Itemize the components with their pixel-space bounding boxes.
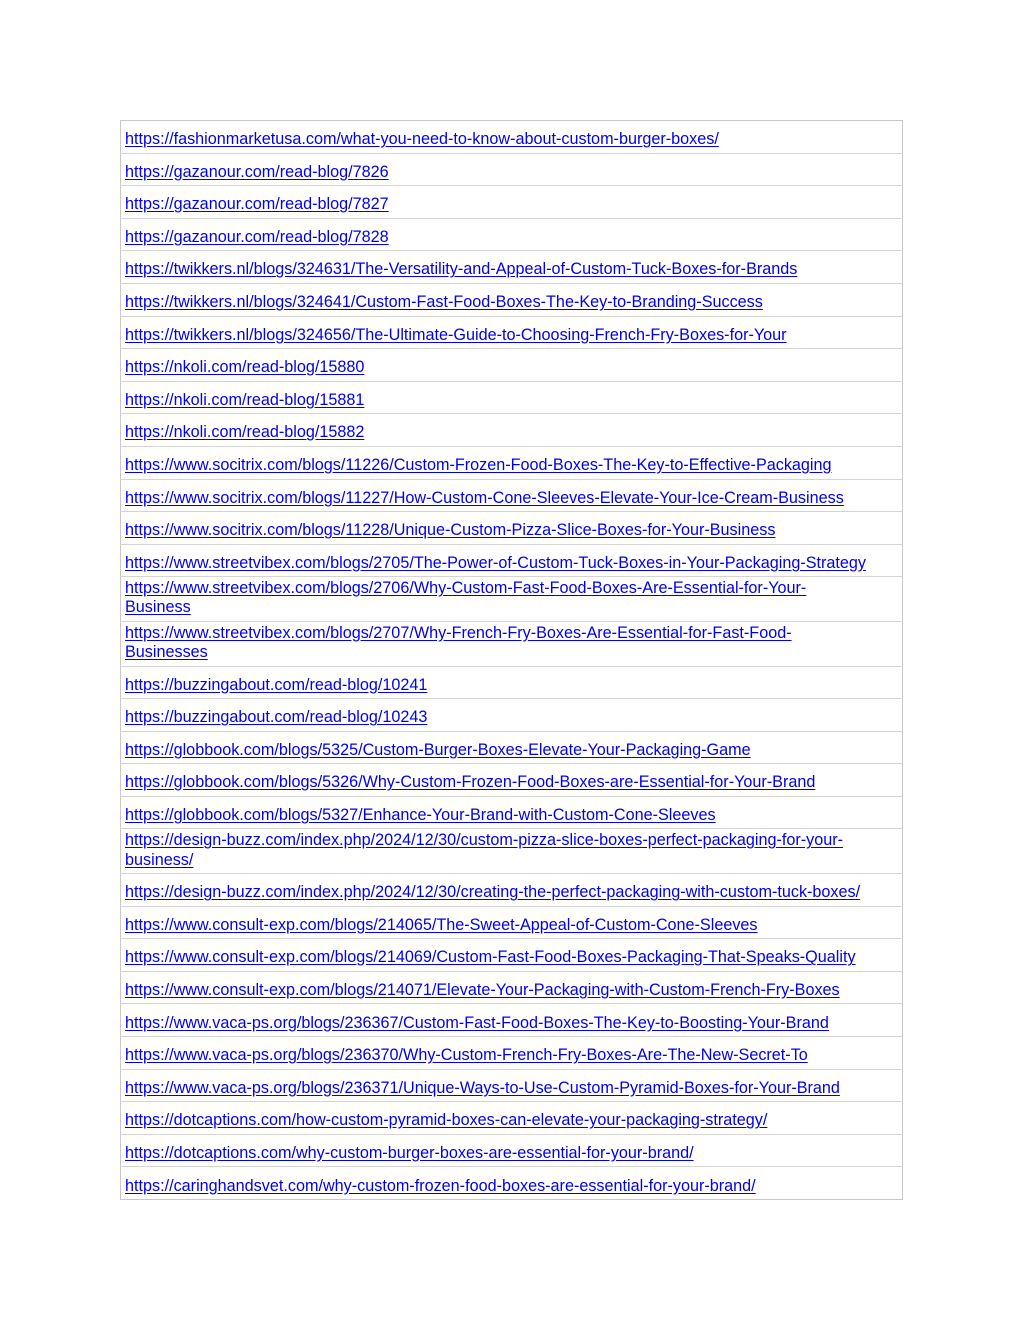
link-text: https://www.vaca-ps.org/blogs/236370/Why-Custom-French-Fry-Boxes-Are-The-New-Secret-To bbox=[125, 1046, 808, 1065]
link-cell bbox=[121, 666, 903, 699]
link-text: https://twikkers.nl/blogs/324656/The-Ultimate-Guide-to-Choosing-French-Fry-Boxes-for-Your bbox=[125, 325, 787, 344]
table-row bbox=[121, 1102, 903, 1135]
link-cell bbox=[121, 796, 903, 829]
table-row bbox=[121, 1167, 903, 1200]
link-text: https://buzzingabout.com/read-blog/10243 bbox=[125, 708, 428, 727]
link-cell bbox=[121, 829, 903, 874]
link-text: https://gazanour.com/read-blog/7827 bbox=[125, 195, 389, 214]
link-text-continuation: business/ bbox=[125, 850, 194, 869]
link-text: https://globbook.com/blogs/5327/Enhance-Your-Brand-with-Custom-Cone-Sleeves bbox=[125, 805, 716, 824]
blog-link[interactable] bbox=[125, 624, 792, 662]
blog-link[interactable] bbox=[125, 1177, 756, 1195]
link-cell bbox=[121, 186, 903, 219]
link-text: https://www.vaca-ps.org/blogs/236371/Unique-Ways-to-Use-Custom-Pyramid-Boxes-for-Your-Brand bbox=[125, 1078, 840, 1097]
blog-link[interactable] bbox=[125, 806, 716, 824]
table-row bbox=[121, 1037, 903, 1070]
table-row bbox=[121, 316, 903, 349]
link-text: https://design-buzz.com/index.php/2024/12/30/creating-the-perfect-packaging-with-custom-tuck-boxes/ bbox=[125, 883, 861, 902]
link-text: https://nkoli.com/read-blog/15882 bbox=[125, 423, 365, 442]
blog-link[interactable] bbox=[125, 916, 758, 934]
link-cell bbox=[121, 283, 903, 316]
table-row bbox=[121, 906, 903, 939]
table-row bbox=[121, 971, 903, 1004]
table-row bbox=[121, 874, 903, 907]
link-cell bbox=[121, 479, 903, 512]
table-row bbox=[121, 796, 903, 829]
blog-link[interactable] bbox=[125, 195, 389, 213]
table-row bbox=[121, 479, 903, 512]
link-text: https://nkoli.com/read-blog/15880 bbox=[125, 358, 365, 377]
link-text: https://www.consult-exp.com/blogs/214069/Custom-Fast-Food-Boxes-Packaging-That-Speaks-Quality bbox=[125, 948, 856, 967]
blog-link[interactable] bbox=[125, 579, 806, 617]
link-cell bbox=[121, 764, 903, 797]
link-text: https://dotcaptions.com/why-custom-burger-boxes-are-essential-for-your-brand/ bbox=[125, 1143, 694, 1162]
link-text: https://www.consult-exp.com/blogs/214071/Elevate-Your-Packaging-with-Custom-French-Fry-Boxes bbox=[125, 980, 840, 999]
table-row bbox=[121, 349, 903, 382]
blog-link[interactable] bbox=[125, 676, 427, 694]
link-text: https://gazanour.com/read-blog/7828 bbox=[125, 227, 389, 246]
table-row bbox=[121, 218, 903, 251]
link-text: https://www.socitrix.com/blogs/11228/Unique-Custom-Pizza-Slice-Boxes-for-Your-Business bbox=[125, 521, 776, 540]
table-row bbox=[121, 414, 903, 447]
table-row bbox=[121, 544, 903, 577]
table-row bbox=[121, 577, 903, 622]
table-row bbox=[121, 666, 903, 699]
link-cell bbox=[121, 414, 903, 447]
link-cell bbox=[121, 1134, 903, 1167]
link-cell bbox=[121, 906, 903, 939]
link-cell bbox=[121, 1102, 903, 1135]
link-text: https://www.streetvibex.com/blogs/2705/The-Power-of-Custom-Tuck-Boxes-in-Your-Packaging-Strategy bbox=[125, 553, 867, 572]
link-text: https://design-buzz.com/index.php/2024/12/30/custom-pizza-slice-boxes-perfect-packaging-for-your- bbox=[125, 831, 843, 850]
link-cell bbox=[121, 544, 903, 577]
link-text: https://www.vaca-ps.org/blogs/236367/Custom-Fast-Food-Boxes-The-Key-to-Boosting-Your-Brand bbox=[125, 1013, 829, 1032]
blog-link[interactable] bbox=[125, 456, 832, 474]
link-text: https://www.streetvibex.com/blogs/2707/Why-French-Fry-Boxes-Are-Essential-for-Fast-Food- bbox=[125, 623, 792, 642]
blog-link[interactable] bbox=[125, 358, 364, 376]
link-text: https://www.consult-exp.com/blogs/214065/The-Sweet-Appeal-of-Custom-Cone-Sleeves bbox=[125, 915, 758, 934]
link-text: https://dotcaptions.com/how-custom-pyramid-boxes-can-elevate-your-packaging-strategy/ bbox=[125, 1111, 768, 1130]
link-cell bbox=[121, 1167, 903, 1200]
blog-link[interactable] bbox=[125, 163, 389, 181]
table-row bbox=[121, 731, 903, 764]
link-text: https://fashionmarketusa.com/what-you-need-to-know-about-custom-burger-boxes/ bbox=[125, 130, 719, 149]
blog-link[interactable] bbox=[125, 391, 364, 409]
table-row bbox=[121, 829, 903, 874]
table-row bbox=[121, 446, 903, 479]
link-cell bbox=[121, 874, 903, 907]
link-text-continuation: Businesses bbox=[125, 643, 208, 661]
blog-link[interactable] bbox=[125, 1111, 767, 1129]
blog-link[interactable] bbox=[125, 293, 763, 311]
blog-link[interactable] bbox=[125, 1079, 840, 1097]
blog-link[interactable] bbox=[125, 773, 815, 791]
link-cell bbox=[121, 251, 903, 284]
link-cell bbox=[121, 381, 903, 414]
blog-link[interactable] bbox=[125, 883, 860, 901]
blog-link[interactable] bbox=[125, 130, 719, 148]
link-text: https://www.socitrix.com/blogs/11226/Custom-Frozen-Food-Boxes-The-Key-to-Effective-Packaging bbox=[125, 456, 832, 475]
link-text: https://gazanour.com/read-blog/7826 bbox=[125, 162, 389, 181]
link-cell bbox=[121, 121, 903, 154]
link-cell bbox=[121, 1004, 903, 1037]
table-row bbox=[121, 1004, 903, 1037]
link-table-body bbox=[121, 121, 903, 1200]
link-cell bbox=[121, 971, 903, 1004]
link-cell bbox=[121, 621, 903, 666]
table-row bbox=[121, 251, 903, 284]
table-row bbox=[121, 186, 903, 219]
table-row bbox=[121, 153, 903, 186]
link-cell bbox=[121, 731, 903, 764]
table-row bbox=[121, 512, 903, 545]
table-row bbox=[121, 764, 903, 797]
link-text-continuation: Business bbox=[125, 598, 191, 617]
link-cell bbox=[121, 316, 903, 349]
link-text: https://www.streetvibex.com/blogs/2706/Why-Custom-Fast-Food-Boxes-Are-Essential-for-Your- bbox=[125, 578, 807, 597]
link-cell bbox=[121, 939, 903, 972]
link-cell bbox=[121, 218, 903, 251]
link-cell bbox=[121, 446, 903, 479]
blog-link[interactable] bbox=[125, 831, 843, 869]
table-row bbox=[121, 699, 903, 732]
table-row bbox=[121, 121, 903, 154]
link-text: https://caringhandsvet.com/why-custom-frozen-food-boxes-are-essential-for-your-brand/ bbox=[125, 1176, 756, 1195]
table-row bbox=[121, 621, 903, 666]
table-row bbox=[121, 283, 903, 316]
link-cell bbox=[121, 577, 903, 622]
link-cell bbox=[121, 512, 903, 545]
link-cell bbox=[121, 349, 903, 382]
link-cell bbox=[121, 153, 903, 186]
link-text: https://buzzingabout.com/read-blog/10241 bbox=[125, 675, 428, 694]
link-text: https://nkoli.com/read-blog/15881 bbox=[125, 390, 365, 409]
blog-link[interactable] bbox=[125, 948, 856, 966]
table-row bbox=[121, 1134, 903, 1167]
table-row bbox=[121, 939, 903, 972]
blog-link[interactable] bbox=[125, 1014, 829, 1032]
blog-link[interactable] bbox=[125, 489, 844, 507]
link-text: https://globbook.com/blogs/5325/Custom-Burger-Boxes-Elevate-Your-Packaging-Game bbox=[125, 740, 751, 759]
blog-link[interactable] bbox=[125, 554, 866, 572]
blog-link[interactable] bbox=[125, 708, 427, 726]
blog-link[interactable] bbox=[125, 981, 840, 999]
blog-link[interactable] bbox=[125, 1144, 694, 1162]
blog-link[interactable] bbox=[125, 326, 787, 344]
table-row bbox=[121, 381, 903, 414]
blog-link[interactable] bbox=[125, 1046, 808, 1064]
blog-link[interactable] bbox=[125, 228, 389, 246]
link-text: https://globbook.com/blogs/5326/Why-Custom-Frozen-Food-Boxes-are-Essential-for-Your-Brand bbox=[125, 773, 816, 792]
link-cell bbox=[121, 699, 903, 732]
blog-link[interactable] bbox=[125, 260, 797, 278]
blog-link[interactable] bbox=[125, 741, 751, 759]
link-text: https://twikkers.nl/blogs/324641/Custom-Fast-Food-Boxes-The-Key-to-Branding-Success bbox=[125, 293, 763, 312]
link-text: https://twikkers.nl/blogs/324631/The-Versatility-and-Appeal-of-Custom-Tuck-Boxes-for-Brands bbox=[125, 260, 798, 279]
blog-link[interactable] bbox=[125, 521, 775, 539]
link-table bbox=[120, 120, 903, 1200]
table-row bbox=[121, 1069, 903, 1102]
link-cell bbox=[121, 1069, 903, 1102]
link-cell bbox=[121, 1037, 903, 1070]
link-text: https://www.socitrix.com/blogs/11227/How-Custom-Cone-Sleeves-Elevate-Your-Ice-Cream-Business bbox=[125, 488, 844, 507]
blog-link[interactable] bbox=[125, 423, 364, 441]
